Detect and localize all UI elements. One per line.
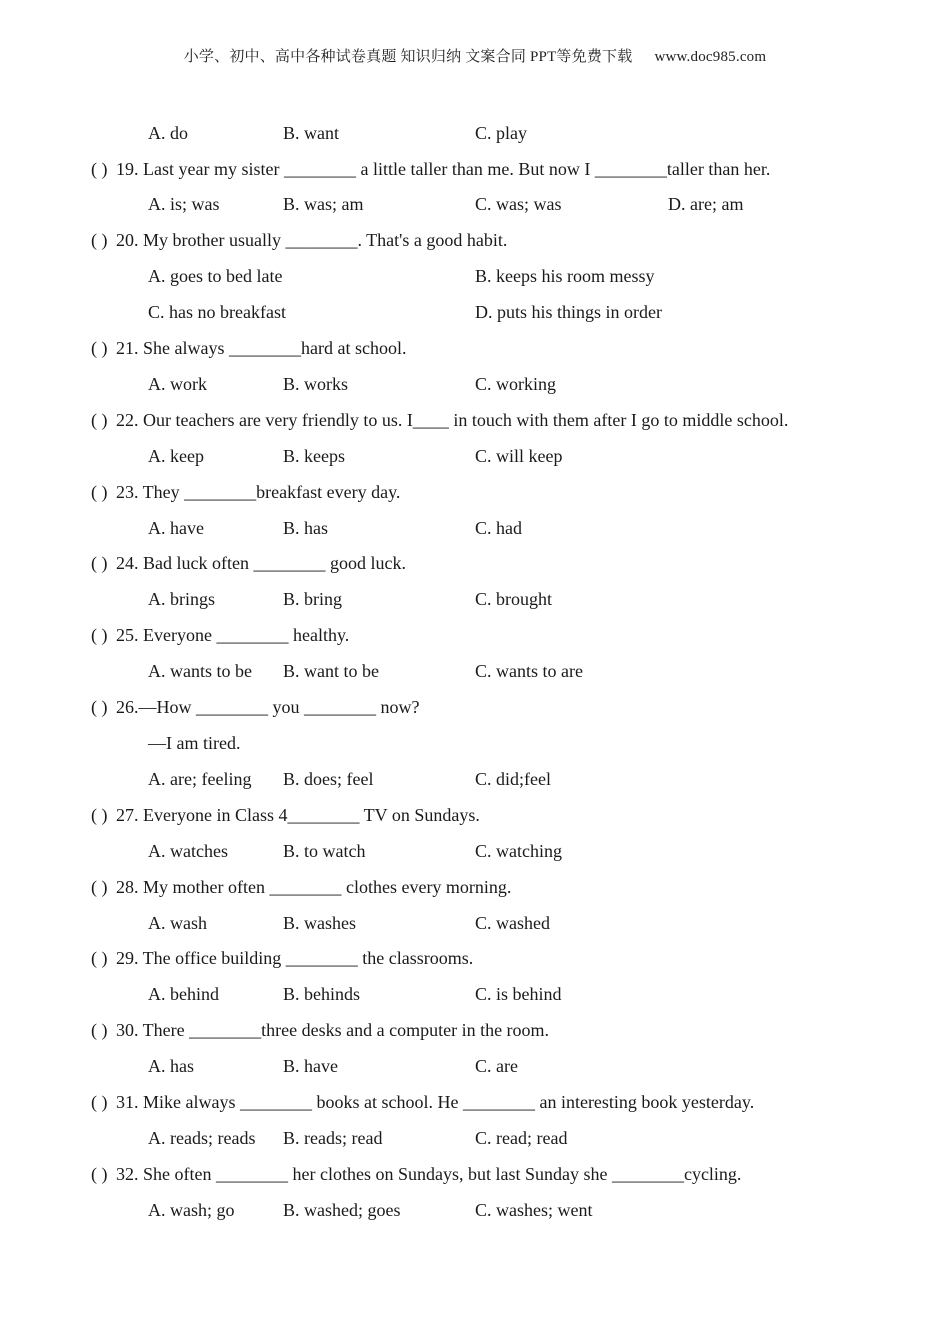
answer-paren: ( ) [91,482,108,502]
header-site-link[interactable]: www.doc985.com [654,49,767,65]
question-24 [0,551,950,575]
option-a: A. reads; reads [148,1128,256,1148]
options-row-q20-ab [0,264,950,288]
options-row-q25 [0,659,950,683]
question-text: 32. She often ________ her clothes on Sundays, but last Sunday she ________cycling. [116,1164,742,1184]
option-b: B. has [283,518,328,538]
option-a: A. work [148,374,207,394]
question-text: 19. Last year my sister ________ a little taller than me. But now I ________taller than her. [116,159,771,179]
question-23 [0,480,950,504]
answer-paren: ( ) [91,805,108,825]
answer-paren: ( ) [91,553,108,573]
page-header [0,45,950,66]
options-row-q30 [0,1054,950,1078]
option-a: A. brings [148,589,215,609]
option-b: B. washed; goes [283,1200,401,1220]
option-c: C. will keep [475,446,563,466]
option-a: A. wants to be [148,661,252,681]
question-22 [0,408,950,432]
option-a: A. do [148,123,188,143]
question-text: 28. My mother often ________ clothes every morning. [116,877,512,897]
answer-paren: ( ) [91,159,108,179]
option-b: B. want [283,123,339,143]
answer-paren: ( ) [91,1164,108,1184]
options-row-q28 [0,911,950,935]
option-c: C. play [475,123,527,143]
answer-paren: ( ) [91,1092,108,1112]
question-text: 24. Bad luck often ________ good luck. [116,553,406,573]
question-text: 21. She always ________hard at school. [116,338,407,358]
option-a: A. wash [148,913,207,933]
question-19 [0,157,950,181]
option-c: C. is behind [475,984,562,1004]
option-b: B. behinds [283,984,361,1004]
answer-paren: ( ) [91,230,108,250]
option-d: D. are; am [668,194,744,214]
answer-paren: ( ) [91,1020,108,1040]
option-a: A. are; feeling [148,769,252,789]
question-text: 30. There ________three desks and a computer in the room. [116,1020,550,1040]
answer-paren: ( ) [91,948,108,968]
option-b: B. reads; read [283,1128,383,1148]
option-b: B. have [283,1056,338,1076]
option-c: C. wants to are [475,661,583,681]
option-b: B. washes [283,913,356,933]
question-21 [0,336,950,360]
question-32 [0,1162,950,1186]
option-c: C. was; was [475,194,562,214]
question-20 [0,228,950,252]
answer-paren: ( ) [91,625,108,645]
options-row-q27 [0,839,950,863]
answer-paren: ( ) [91,338,108,358]
header-text: 小学、初中、高中各种试卷真题 知识归纳 文案合同 PPT等免费下载 [183,49,633,65]
option-a: A. keep [148,446,204,466]
question-text: 26.—How ________ you ________ now? [116,697,420,717]
answer-line-q26 [0,731,950,755]
option-b: B. works [283,374,349,394]
question-text: 23. They ________breakfast every day. [116,482,401,502]
options-row-q26 [0,767,950,791]
options-row-q29 [0,982,950,1006]
option-c: C. working [475,374,556,394]
question-text: 22. Our teachers are very friendly to us. I____ in touch with them after I go to middle school. [116,410,789,430]
question-29 [0,946,950,970]
option-c: C. washes; went [475,1200,593,1220]
question-30 [0,1018,950,1042]
options-row-q21 [0,372,950,396]
option-a: A. watches [148,841,228,861]
option-c: C. brought [475,589,553,609]
question-text: 29. The office building ________ the classrooms. [116,948,474,968]
option-c: C. did;feel [475,769,551,789]
option-a: A. wash; go [148,1200,235,1220]
option-c: C. watching [475,841,562,861]
dialogue-reply: —I am tired. [148,733,241,753]
option-b: B. does; feel [283,769,374,789]
option-a: A. behind [148,984,219,1004]
options-row-q23 [0,516,950,540]
option-c: C. has no breakfast [148,302,286,322]
option-a: A. have [148,518,204,538]
options-row-q18 [0,121,950,145]
option-c: C. washed [475,913,550,933]
question-text: 25. Everyone ________ healthy. [116,625,350,645]
question-text: 27. Everyone in Class 4________ TV on Sundays. [116,805,480,825]
question-27 [0,803,950,827]
option-d: D. puts his things in order [475,302,662,322]
options-row-q20-cd [0,300,950,324]
answer-paren: ( ) [91,697,108,717]
question-26 [0,695,950,719]
options-row-q19 [0,192,950,216]
options-row-q32 [0,1198,950,1222]
question-text: 31. Mike always ________ books at school. He ________ an interesting book yesterday. [116,1092,755,1112]
option-c: C. read; read [475,1128,568,1148]
options-row-q24 [0,587,950,611]
answer-paren: ( ) [91,410,108,430]
option-b: B. keeps his room messy [475,266,655,286]
options-row-q22 [0,444,950,468]
option-c: C. had [475,518,522,538]
question-28 [0,875,950,899]
question-text: 20. My brother usually ________. That's a good habit. [116,230,508,250]
option-a: A. is; was [148,194,220,214]
question-25 [0,623,950,647]
option-a: A. goes to bed late [148,266,283,286]
option-b: B. was; am [283,194,364,214]
option-a: A. has [148,1056,194,1076]
option-b: B. keeps [283,446,345,466]
option-b: B. want to be [283,661,379,681]
option-b: B. bring [283,589,343,609]
options-row-q31 [0,1126,950,1150]
question-31 [0,1090,950,1114]
answer-paren: ( ) [91,877,108,897]
option-b: B. to watch [283,841,366,861]
option-c: C. are [475,1056,518,1076]
